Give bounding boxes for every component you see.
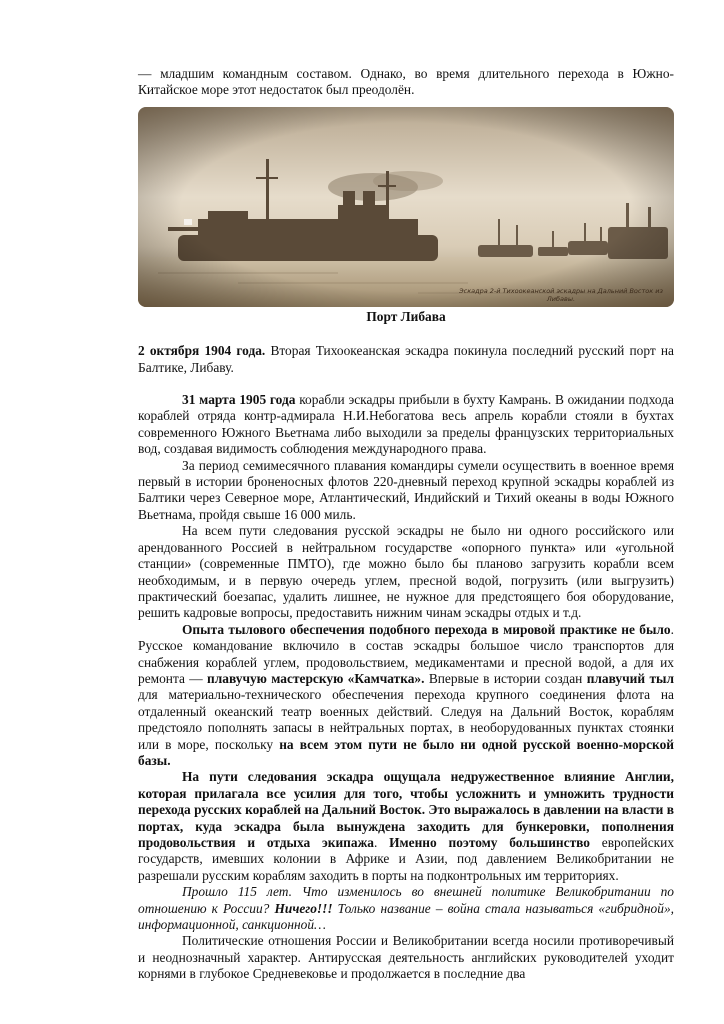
departure-date: 2 октября 1904 года. xyxy=(138,343,266,359)
document-page xyxy=(138,66,674,983)
logistics-bold-1: Опыта тылового обеспечения подобного перехода в мировой практике не было xyxy=(182,621,671,637)
logistics-text-3: для материально-технического обеспечения перехода крупного соединения флота на отдаленный океанский театр военных действий. Следуя на Дальний Восток, кораблям предстояло пополнять запасы в нейтральных портах, в необорудованных пунктах стоянки или в море, поскольку xyxy=(138,687,674,752)
logistics-text-2: Впервые в истории создан xyxy=(424,670,587,686)
paragraph-voyage: За период семимесячного плавания командиры сумели осуществить в военное время первый в истории броненосных флотов 220-дневный переход крупной эскадры кораблей из Балтики через Северное море, Атлантический, Индийский и Тихий океаны в воды Южного Вьетнама, пройдя свыше 16 000 миль. xyxy=(138,457,674,522)
paragraph-intro: — младшим командным составом. Однако, во время длительного перехода в Южно-Китайское море этот недостаток был преодолён. xyxy=(138,66,674,98)
battleships-image xyxy=(138,107,674,307)
paragraph-modern xyxy=(138,884,674,933)
photo-inset-caption: Эскадра 2-й Тихоокеанской эскадры на Дальний Восток из Либавы. xyxy=(459,286,663,303)
paragraph-departure xyxy=(138,343,674,376)
modern-italic-2: Только название – война стала называться «гибридной», информационной, санкционной… xyxy=(138,900,674,933)
logistics-bold-2: плавучую мастерскую «Камчатка». xyxy=(207,670,425,686)
modern-bold-italic: Ничего!!! xyxy=(274,900,333,916)
arrival-date: 31 марта 1905 года xyxy=(182,392,296,408)
england-text-1: . xyxy=(373,835,390,850)
logistics-bold-4: на всем этом пути не было ни одной русской военно-морской базы. xyxy=(138,736,675,768)
paragraph-england xyxy=(138,769,674,884)
departure-text: Вторая Тихоокеанская эскадра покинула последний русский порт на Балтике, Либаву. xyxy=(138,343,674,375)
paragraph-arrival xyxy=(138,392,674,458)
paragraph-no-bases: На всем пути следования русской эскадры не было ни одного российского или арендованного Россией в нейтральном государстве «опорного пункта» или «угольной станции» (современные ПМТО), где можно было бы планово загрузить корабли всем необходимым, и в первую очередь углем, пресной водой, погрузить (или выгрузить) практический боезапас, удалить лишнее, не нужное для предстоящего боя оборудование, решить кадровые вопросы, предоставить нижним чинам эскадры отдых и т.д. xyxy=(138,523,674,621)
england-bold-2: Именно поэтому большинство xyxy=(389,835,590,850)
modern-italic-1: Прошло 115 лет. Что изменилось во внешней политике Великобритании по отношению к России? xyxy=(138,884,674,916)
logistics-text-1: . Русское командование включило в состав эскадры большое число транспортов для снабжения кораблей углем, продовольствием, медикаментами и пресной водой, а для их ремонта — xyxy=(138,621,674,686)
squadron-photo xyxy=(138,107,674,307)
arrival-text: корабли эскадры прибыли в бухту Камрань. В ожидании подхода кораблей отряда контр-адмирала Н.И.Небогатова весь апрель корабли стояли в бухтах современного Южного Вьетнама либо выходили за пределы французских территориальных вод, создавая видимость соблюдения международного права. xyxy=(138,392,674,457)
england-bold-1: На пути следования эскадра ощущала недружественное влияние Англии, которая прилагала все усилия для того, чтобы усложнить и умножить трудности перехода русских кораблей на Дальний Восток. Это выражалось в давлении на власти в портах, куда эскадра была вынуждена заходить для бункеровки, пополнения продовольствия и отдыха экипажа xyxy=(138,769,674,850)
england-text-2: европейских государств, имевших колонии в Африке и Азии, под давлением Великобритании не разрешали русским кораблям заходить в порты на подконтрольных им территориях. xyxy=(138,835,675,883)
paragraph-logistics xyxy=(138,622,674,770)
paragraph-relations: Политические отношения России и Великобритании всегда носили противоречивый и неоднозначный характер. Антирусская деятельность английских руководителей уходит корнями в глубокое Средневековье и продолжается в последние два xyxy=(138,933,674,982)
photo-caption: Порт Либава xyxy=(366,308,446,324)
logistics-bold-3: плавучий тыл xyxy=(586,670,674,686)
